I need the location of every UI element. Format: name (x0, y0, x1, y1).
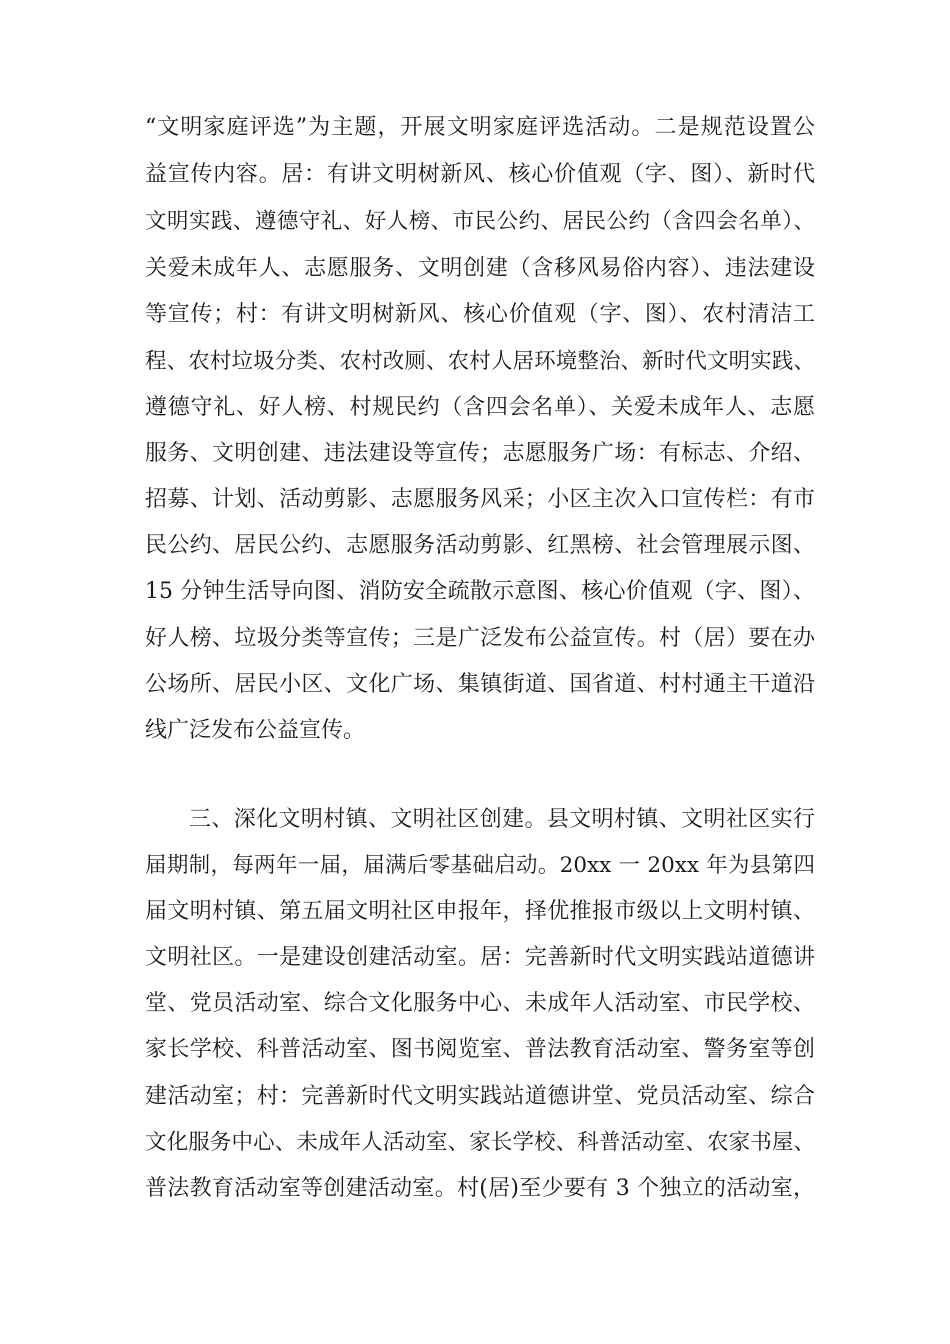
text-line: 程、农村垃圾分类、农村改厕、农村人居环境整治、新时代文明实践、 (145, 349, 815, 374)
text-line: 15 分钟生活导向图、消防安全疏散示意图、核心价值观（字、图）、 (145, 579, 815, 604)
text-line: 三、深化文明村镇、文明社区创建。县文明村镇、文明社区实行 (189, 807, 815, 832)
text-line: 届期制，每两年一届，届满后零基础启动。20xx 一 20xx 年为县第四 (145, 853, 815, 878)
text-line: 届文明村镇、第五届文明社区申报年，择优推报市级以上文明村镇、 (145, 899, 815, 924)
text-line: 服务、文明创建、违法建设等宣传；志愿服务广场：有标志、介绍、 (145, 441, 815, 466)
text-line: 普法教育活动室等创建活动室。村(居)至少要有 3 个独立的活动室， (145, 1176, 815, 1201)
text-line: 等宣传；村：有讲文明树新风、核心价值观（字、图）、农村清洁工 (145, 302, 815, 327)
text-line: 家长学校、科普活动室、图书阅览室、普法教育活动室、警务室等创 (145, 1037, 815, 1062)
text-line: 文明社区。一是建设创建活动室。居：完善新时代文明实践站道德讲 (145, 945, 815, 970)
text-line: 公场所、居民小区、文化广场、集镇街道、国省道、村村通主干道沿 (145, 672, 815, 697)
text-line: 好人榜、垃圾分类等宣传；三是广泛发布公益宣传。村（居）要在办 (145, 626, 815, 651)
text-line: 线广泛发布公益宣传。 (145, 718, 366, 743)
text-line: 文化服务中心、未成年人活动室、家长学校、科普活动室、农家书屋、 (145, 1130, 815, 1155)
text-line: “文明家庭评选”为主题，开展文明家庭评选活动。二是规范设置公 (145, 115, 815, 140)
text-line: 民公约、居民公约、志愿服务活动剪影、红黑榜、社会管理展示图、 (145, 533, 815, 558)
text-line: 建活动室；村：完善新时代文明实践站道德讲堂、党员活动室、综合 (145, 1084, 815, 1109)
text-line: 关爱未成年人、志愿服务、文明创建（含移风易俗内容）、违法建设 (145, 256, 815, 281)
text-line: 遵德守礼、好人榜、村规民约（含四会名单）、关爱未成年人、志愿 (145, 395, 815, 420)
text-line: 堂、党员活动室、综合文化服务中心、未成年人活动室、市民学校、 (145, 991, 815, 1016)
text-line: 招募、计划、活动剪影、志愿服务风采；小区主次入口宣传栏：有市 (145, 487, 815, 512)
text-line: 益宣传内容。居：有讲文明树新风、核心价值观（字、图）、新时代 (145, 162, 815, 187)
text-line: 文明实践、遵德守礼、好人榜、市民公约、居民公约（含四会名单）、 (145, 209, 815, 234)
